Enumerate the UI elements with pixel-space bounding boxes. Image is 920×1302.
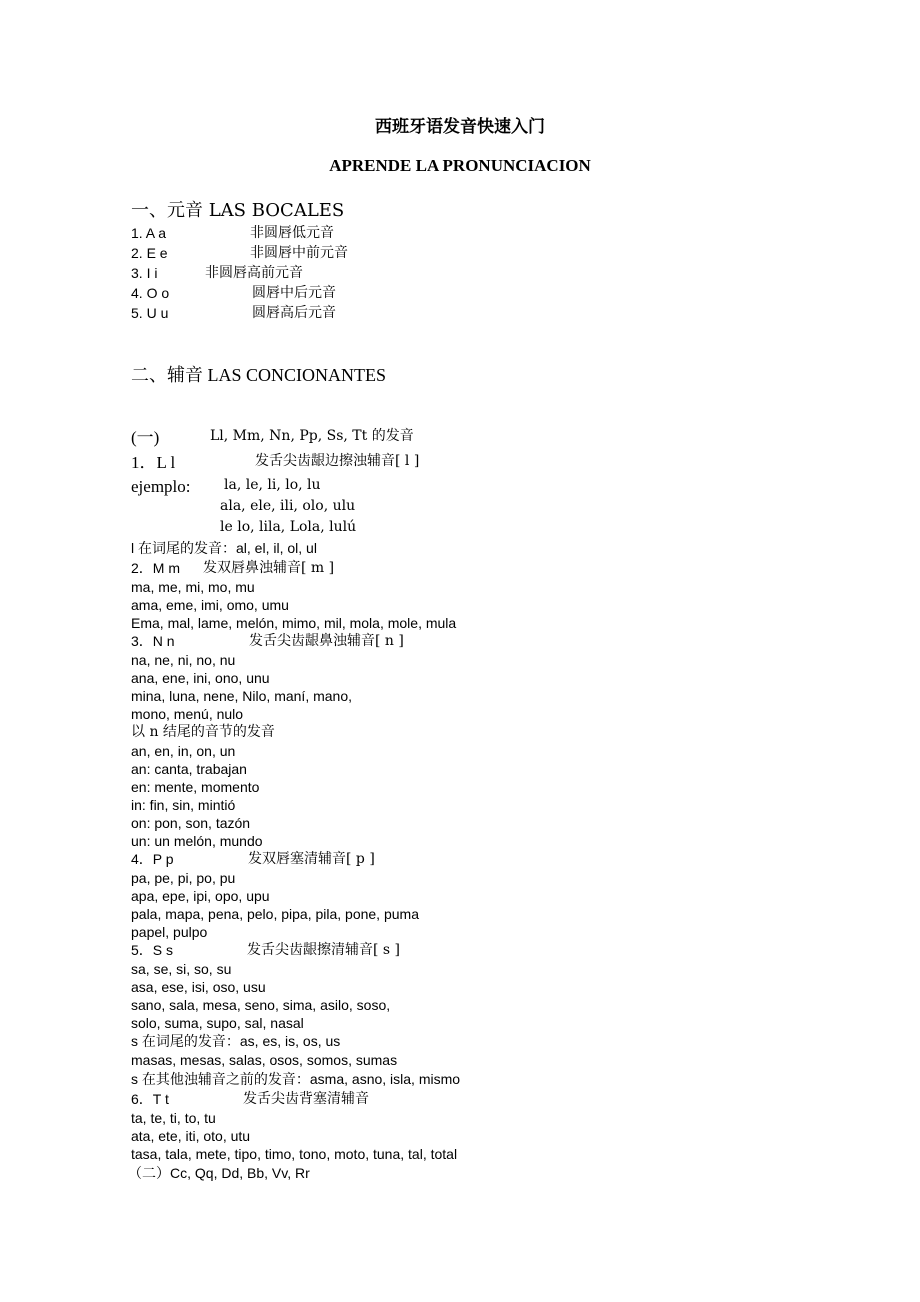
example-line: on: pon, son, tazón bbox=[131, 815, 251, 831]
vowel-letter: 4. O o bbox=[131, 285, 170, 301]
consonant-p-description: 发双唇塞清辅音[ p ] bbox=[248, 851, 375, 867]
example-line: pa, pe, pi, po, pu bbox=[131, 870, 236, 886]
vowel-description: 圆唇中后元音 bbox=[252, 285, 336, 301]
vowel-letter: 2. E e bbox=[131, 245, 168, 261]
vowel-description: 非圆唇低元音 bbox=[250, 225, 334, 241]
example-line: in: fin, sin, mintió bbox=[131, 797, 236, 813]
example-line: apa, epe, ipi, opo, upu bbox=[131, 888, 270, 904]
consonant-m-description: 发双唇鼻浊辅音[ m ] bbox=[203, 560, 335, 576]
example-line: la, le, li, lo, lu bbox=[224, 477, 321, 493]
example-line: sa, se, si, so, su bbox=[131, 961, 232, 977]
example-line: ana, ene, ini, ono, unu bbox=[131, 670, 270, 686]
example-line: mina, luna, nene, Nilo, maní, mano, bbox=[131, 688, 353, 704]
example-line: an: canta, trabajan bbox=[131, 761, 247, 777]
group-two-heading: （二）Cc, Qq, Dd, Bb, Vv, Rr bbox=[128, 1165, 310, 1181]
consonants-heading: 二、辅音 LAS CONCIONANTES bbox=[131, 365, 387, 385]
vowel-letter: 3. I i bbox=[131, 265, 158, 281]
l-final-note: l 在词尾的发音：al, el, il, ol, ul bbox=[131, 540, 317, 556]
example-line: ata, ete, iti, oto, utu bbox=[131, 1128, 251, 1144]
example-line: Ema, mal, lame, melón, mimo, mil, mola, mole, mula bbox=[131, 615, 457, 631]
n-ending-note: 以 n 结尾的音节的发音 bbox=[131, 724, 275, 740]
example-line: masas, mesas, salas, osos, somos, sumas bbox=[131, 1052, 398, 1068]
consonant-l-heading: 1．L l bbox=[131, 453, 176, 472]
consonant-t-description: 发舌尖齿背塞清辅音 bbox=[243, 1091, 369, 1107]
example-line: un: un melón, mundo bbox=[131, 833, 263, 849]
example-line: ala, ele, ili, olo, ulu bbox=[220, 498, 356, 514]
consonant-n-heading: 3．N n bbox=[131, 633, 175, 649]
example-line: ta, te, ti, to, tu bbox=[131, 1110, 216, 1126]
example-line: en: mente, momento bbox=[131, 779, 260, 795]
group-one-letters: Ll, Mm, Nn, Pp, Ss, Tt 的发音 bbox=[210, 428, 414, 444]
vowel-description: 圆唇高后元音 bbox=[252, 305, 336, 321]
example-line: na, ne, ni, no, nu bbox=[131, 652, 236, 668]
example-line: sano, sala, mesa, seno, sima, asilo, soso, bbox=[131, 997, 391, 1013]
consonant-m-heading: 2．M m bbox=[131, 560, 180, 576]
example-line: papel, pulpo bbox=[131, 924, 208, 940]
consonant-s-description: 发舌尖齿龈擦清辅音[ s ] bbox=[247, 942, 401, 958]
ejemplo-label: ejemplo: bbox=[131, 477, 191, 496]
example-line: le lo, lila, Lola, lulú bbox=[220, 519, 357, 535]
vowels-heading: 一、元音 LAS BOCALES bbox=[131, 200, 345, 221]
vowel-description: 非圆唇高前元音 bbox=[205, 265, 303, 281]
s-final-note: s 在词尾的发音：as, es, is, os, us bbox=[131, 1033, 341, 1049]
document-title-chinese: 西班牙语发音快速入门 bbox=[375, 117, 545, 137]
vowel-letter: 1. A a bbox=[131, 225, 167, 241]
s-voiced-note: s 在其他浊辅音之前的发音：asma, asno, isla, mismo bbox=[131, 1071, 461, 1087]
consonant-p-heading: 4．P p bbox=[131, 851, 174, 867]
vowel-description: 非圆唇中前元音 bbox=[250, 245, 348, 261]
example-line: an, en, in, on, un bbox=[131, 743, 236, 759]
example-line: mono, menú, nulo bbox=[131, 706, 244, 722]
example-line: tasa, tala, mete, tipo, timo, tono, moto, tuna, tal, total bbox=[131, 1146, 458, 1162]
example-line: ama, eme, imi, omo, umu bbox=[131, 597, 289, 613]
example-line: solo, suma, supo, sal, nasal bbox=[131, 1015, 304, 1031]
example-line: ma, me, mi, mo, mu bbox=[131, 579, 255, 595]
document-title-spanish: APRENDE LA PRONUNCIACION bbox=[329, 156, 591, 175]
example-line: asa, ese, isi, oso, usu bbox=[131, 979, 266, 995]
consonant-t-heading: 6．T t bbox=[131, 1091, 169, 1107]
consonant-n-description: 发舌尖齿龈鼻浊辅音[ n ] bbox=[249, 633, 404, 649]
consonant-l-description: 发舌尖齿龈边擦浊辅音[ l ] bbox=[255, 453, 420, 469]
example-line: pala, mapa, pena, pelo, pipa, pila, pone, puma bbox=[131, 906, 419, 922]
group-one-label: (一) bbox=[131, 428, 160, 447]
vowel-letter: 5. U u bbox=[131, 305, 169, 321]
consonant-s-heading: 5．S s bbox=[131, 942, 174, 958]
